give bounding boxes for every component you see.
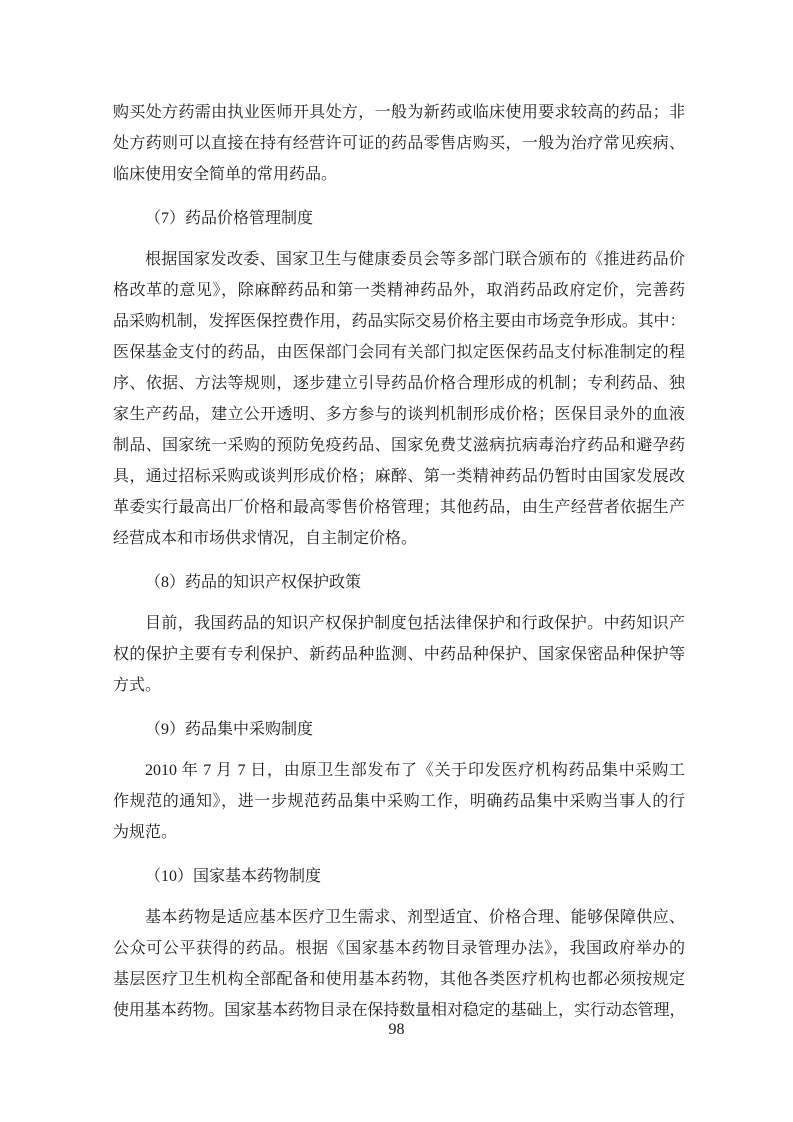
paragraph-block bbox=[113, 608, 685, 701]
text-line: 根据国家发改委、国家卫生与健康委员会等多部门联合颁布的《推进药品价 bbox=[145, 251, 685, 268]
text-line: 使用基本药物。国家基本药物目录在保持数量相对稳定的基础上，实行动态管理， bbox=[113, 1002, 685, 1019]
text-line: 方式。 bbox=[113, 677, 162, 694]
text-line: 临床使用安全简单的常用药品。 bbox=[113, 166, 338, 183]
section-heading: （8）药品的知识产权保护政策 bbox=[145, 574, 362, 591]
document-content bbox=[113, 97, 685, 1026]
text-line: 2010 年 7 月 7 日，由原卫生部发布了《关于印发医疗机构药品集中采购工 bbox=[145, 762, 685, 779]
text-line: 基本药物是适应基本医疗卫生需求、剂型适宜、价格合理、能够保障供应、 bbox=[145, 909, 685, 926]
text-line: 格改革的意见》，除麻醉药品和第一类精神药品外，取消药品政府定价，完善药 bbox=[113, 282, 685, 299]
section-heading: （7）药品价格管理制度 bbox=[145, 210, 314, 227]
text-line: 制品、国家统一采购的预防免疫药品、国家免费艾滋病抗病毒治疗药品和避孕药 bbox=[113, 437, 685, 454]
text-line: 公众可公平获得的药品。根据《国家基本药物目录管理办法》，我国政府举办的 bbox=[113, 940, 685, 957]
text-line: 品采购机制，发挥医保控费作用，药品实际交易价格主要由市场竞争形成。其中： bbox=[113, 313, 685, 330]
text-line: 购买处方药需由执业医师开具处方，一般为新药或临床使用要求较高的药品；非 bbox=[113, 104, 685, 121]
section-heading: （10）国家基本药物制度 bbox=[145, 868, 322, 885]
section-heading: （9）药品集中采购制度 bbox=[145, 721, 314, 738]
text-line: 序、依据、方法等规则，逐步建立引导药品价格合理形成的机制；专利药品、独 bbox=[113, 375, 685, 392]
page-number: 98 bbox=[388, 1021, 405, 1038]
text-line: 医保基金支付的药品，由医保部门会同有关部门拟定医保药品支付标准制定的程 bbox=[113, 344, 685, 361]
text-line: 具，通过招标采购或谈判形成价格；麻醉、第一类精神药品仍暂时由国家发展改 bbox=[113, 468, 685, 485]
paragraph-block bbox=[113, 755, 685, 848]
text-line: 处方药则可以直接在持有经营许可证的药品零售店购买，一般为治疗常见疾病、 bbox=[113, 135, 685, 152]
text-line: 经营成本和市场供求情况，自主制定价格。 bbox=[113, 530, 418, 547]
text-line: 家生产药品，建立公开透明、多方参与的谈判机制形成价格；医保目录外的血液 bbox=[113, 406, 685, 423]
paragraph-block bbox=[113, 97, 685, 190]
text-line: 目前，我国药品的知识产权保护制度包括法律保护和行政保护。中药知识产 bbox=[145, 615, 685, 632]
paragraph-block bbox=[113, 244, 685, 554]
page-footer bbox=[0, 1020, 793, 1040]
text-line: 作规范的通知》，进一步规范药品集中采购工作，明确药品集中采购当事人的行 bbox=[113, 793, 685, 810]
text-line: 基层医疗卫生机构全部配备和使用基本药物，其他各类医疗机构也都必须按规定 bbox=[113, 971, 685, 988]
text-line: 革委实行最高出厂价格和最高零售价格管理；其他药品，由生产经营者依据生产 bbox=[113, 499, 685, 516]
text-line: 权的保护主要有专利保护、新药品种监测、中药品种保护、国家保密品种保护等 bbox=[113, 646, 685, 663]
text-line: 为规范。 bbox=[113, 824, 178, 841]
paragraph-block bbox=[113, 902, 685, 1026]
